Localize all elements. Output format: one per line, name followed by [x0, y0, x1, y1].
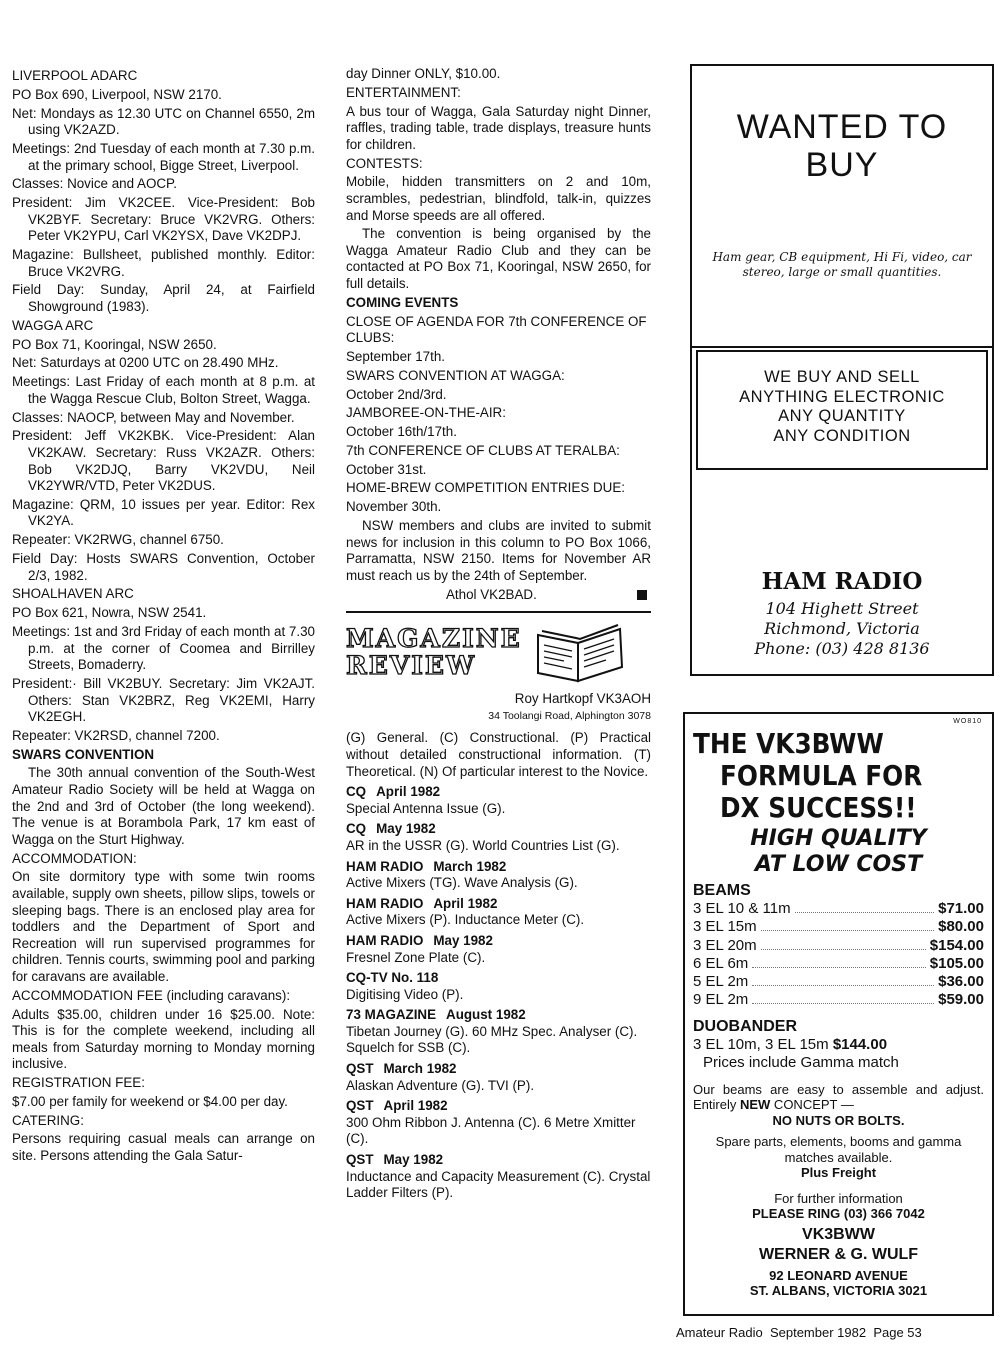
magazine-date: March 1982: [383, 1061, 457, 1077]
callsign: VK3BWW: [802, 1225, 875, 1243]
beam-model: 3 EL 15m: [693, 918, 757, 936]
col1-paragraph: CATERING:: [12, 1112, 84, 1128]
magazine-name: CQ-TV No. 118: [346, 970, 439, 986]
magazine-date: May 1982: [433, 932, 493, 948]
col1-paragraph: PO Box 690, Liverpool, NSW 2170.: [12, 86, 222, 102]
dot-leader: [795, 912, 935, 913]
beam-model: 3 EL 20m: [693, 936, 757, 954]
ad-code: WO810: [953, 718, 982, 725]
beam-model: 3 EL 10 & 11m: [693, 900, 791, 917]
col1-paragraph: ACCOMMODATION:: [12, 850, 137, 866]
review-entry-description: Alaskan Adventure (G). TVI (P).: [346, 1077, 535, 1093]
review-entry-description: Active Mixers (P). Inductance Meter (C).: [346, 912, 585, 928]
beam-price: $80.00: [938, 918, 984, 936]
phone-line: PLEASE RING (03) 366 7042: [752, 1206, 925, 1222]
street-address: 92 LEONARD AVENUE: [769, 1267, 908, 1283]
magazine-review-header: [346, 621, 651, 683]
col2-paragraph: SWARS CONVENTION AT WAGGA:: [346, 367, 565, 383]
magazine-name: QST: [346, 1061, 374, 1077]
col2-paragraph: Mobile, hidden transmitters on 2 and 10m, scrambles, pedestrian, blindfold, talk-in, quizzes and Morse speeds are all offered.: [346, 174, 651, 223]
magazine-date: April 1982: [383, 1098, 448, 1114]
city-address: ST. ALBANS, VICTORIA 3021: [749, 1283, 928, 1299]
magazine-name: HAM RADIO: [346, 858, 424, 874]
col2-paragraph: October 16th/17th.: [346, 424, 457, 440]
col1-paragraph: On site dormitory type with some twin rooms available, supply own sheets, pillow slips, towels or sleeping bags. There is an enclosed play area for toddlers and the Department of Sport and Recreation will run supervised programmes for children. Tennis courts, swimming pool and parking for caravans are available.: [12, 869, 315, 984]
review-entry-description: Active Mixers (TG). Wave Analysis (G).: [346, 875, 578, 891]
beam-price: $71.00: [938, 900, 984, 917]
vk3bww-antenna-ad: [683, 712, 994, 1316]
dot-leader: [752, 1003, 934, 1004]
duobander-item: 3 EL 10m, 3 EL 15m $144.00: [693, 1035, 888, 1053]
review-entry-title: [346, 859, 651, 876]
col1-paragraph: LIVERPOOL ADARC: [12, 68, 138, 83]
beam-price-list: [693, 900, 984, 1010]
col2-paragraph: The convention is being organised by the Wagga Amateur Radio Club and they can be contacted at PO Box 71, Kooringal, NSW 2650, for full details.: [346, 226, 651, 292]
col1-paragraph: Meetings: 1st and 3rd Friday of each month at 7.30 p.m. at the corner of Coomea and Birrilley Streets, Bomaderry.: [12, 623, 315, 673]
coming-events-text: [346, 66, 651, 584]
col1-paragraph: Magazine: Bullsheet, published monthly. Editor: Bruce VK2VRG.: [12, 247, 315, 279]
dealer-name: HAM RADIO: [761, 568, 923, 595]
author-signature: Athol VK2BAD.: [446, 586, 537, 602]
end-mark-icon: [637, 590, 647, 600]
col1-paragraph: PO Box 621, Nowra, NSW 2541.: [12, 605, 207, 621]
review-entry-description: Fresnel Zone Plate (C).: [346, 949, 486, 965]
beam-price: $105.00: [929, 954, 984, 972]
col1-paragraph: President: Jim VK2CEE. Vice-President: Bob VK2BYF. Secretary: Bruce VK2VRG. Others: Peter VK2YPU, Carl VK2YSX, Dave VK2DPJ.: [12, 195, 315, 244]
beam-row: [693, 991, 984, 1009]
col1-paragraph: SHOALHAVEN ARC: [12, 586, 134, 602]
col1-paragraph: Magazine: QRM, 10 issues per year. Editor: Rex VK2YA.: [12, 496, 315, 529]
review-entry-title: [346, 933, 651, 950]
magazine-name: QST: [346, 1098, 374, 1114]
col1-paragraph: President:· Bill VK2BUY. Secretary: Jim VK2AJT. Others: Stan VK2BRZ, Reg VK2EMI, Harry VK2EGH.: [12, 675, 315, 725]
freight-note: Plus Freight: [800, 1165, 877, 1181]
dot-leader: [752, 985, 934, 986]
dealer-contact: [692, 472, 992, 674]
gamma-note: Prices include Gamma match: [703, 1053, 899, 1071]
col2-paragraph: HOME-BREW COMPETITION ENTRIES DUE:: [346, 480, 625, 496]
wanted-subtext: Ham gear, CB equipment, Hi Fi, video, car stereo, large or small quantities.: [712, 250, 972, 279]
info-line: For further information: [774, 1190, 903, 1206]
review-author: Roy Hartkopf VK3AOH: [514, 691, 651, 707]
review-author-address: 34 Toolangi Road, Alphington 3078: [488, 709, 651, 722]
page-number: Page 53: [873, 1325, 922, 1340]
col1-paragraph: Field Day: Sunday, April 24, at Fairfield Showground (1983).: [12, 282, 315, 315]
dot-leader: [761, 949, 926, 950]
beam-row: [693, 900, 984, 918]
beam-price: $154.00: [929, 936, 984, 954]
col1-paragraph: WAGGA ARC: [12, 317, 94, 333]
magazine-date: May 1982: [383, 1152, 444, 1168]
col1-paragraph: Repeater: VK2RSD, channel 7200.: [12, 727, 220, 743]
owner-names: WERNER & G. WULF: [758, 1245, 919, 1263]
col1-paragraph: Field Day: Hosts SWARS Convention, October 2/3, 1982.: [12, 551, 315, 583]
review-entry-description: Inductance and Capacity Measurement (C). Crystal Ladder Filters (P).: [346, 1168, 651, 1201]
duobander-label: DUOBANDER: [693, 1017, 797, 1035]
beam-model: 9 EL 2m: [693, 991, 749, 1009]
beams-label: BEAMS: [693, 882, 751, 899]
review-entry-description: Special Antenna Issue (G).: [346, 800, 506, 816]
col2-paragraph: JAMBOREE-ON-THE-AIR:: [346, 405, 506, 421]
beam-row: [693, 918, 984, 936]
buy-sell-box: WE BUY AND SELL ANYTHING ELECTRONIC ANY QUANTITY ANY CONDITION: [696, 350, 988, 470]
review-entry-title: [346, 1007, 651, 1024]
col1-paragraph: The 30th annual convention of the South-West Amateur Radio Society will be held at Wagga on the 2nd and 3rd of October (the long weekend). The venue is at Borambola Park, 17 km east of Wagga on the Sturt Highway.: [12, 765, 315, 847]
magazine-review-title: MAGAZINE REVIEW: [346, 624, 522, 681]
wanted-headline-section: [692, 66, 992, 348]
wanted-to-buy-ad: [690, 64, 994, 676]
magazine-date: May 1982: [376, 821, 436, 837]
col1-paragraph: Persons requiring casual meals can arrange on site. Persons attending the Gala Satur-: [12, 1131, 315, 1164]
col1-paragraph: REGISTRATION FEE:: [12, 1075, 145, 1091]
col2-paragraph: CLOSE OF AGENDA FOR 7th CONFERENCE OF CLUBS:: [346, 313, 647, 346]
page-footer: [676, 1325, 922, 1340]
col1-paragraph: $7.00 per family for weekend or $4.00 per day.: [12, 1093, 288, 1109]
quality-slogan: HIGH QUALITY AT LOW COST: [750, 826, 927, 877]
review-entry-title: [346, 970, 651, 987]
col1-paragraph: Classes: NAOCP, between May and November.: [12, 409, 295, 425]
dot-leader: [761, 930, 934, 931]
col1-paragraph: PO Box 71, Kooringal, NSW 2650.: [12, 336, 217, 352]
no-nuts-text: NO NUTS OR BOLTS.: [772, 1112, 905, 1128]
col1-paragraph: Repeater: VK2RWG, channel 6750.: [12, 532, 224, 548]
review-entry-title: [346, 1061, 651, 1078]
issue-date: September 1982: [769, 1325, 867, 1340]
spare-parts-text: Spare parts, elements, booms and gamma matches available.: [715, 1134, 962, 1165]
magazine-date: August 1982: [446, 1007, 526, 1023]
col2-paragraph: September 17th.: [346, 349, 446, 364]
review-entry-title: [346, 896, 651, 913]
dealer-address: 104 Highett Street Richmond, Victoria Phone: (03) 428 8136: [754, 599, 930, 658]
col2-paragraph: 7th CONFERENCE OF CLUBS AT TERALBA:: [346, 442, 620, 458]
review-entry-title: [346, 1152, 651, 1169]
col1-paragraph: Meetings: Last Friday of each month at 8 p.m. at the Wagga Rescue Club, Bolton Street, Wagga.: [12, 374, 315, 406]
review-entry-description: Digitising Video (P).: [346, 986, 464, 1002]
club-news-column-1: [12, 68, 315, 1167]
beam-model: 5 EL 2m: [693, 973, 749, 991]
review-list: [346, 784, 651, 1202]
beam-row: [693, 937, 984, 955]
review-entry-description: Tibetan Journey (G). 60 MHz Spec. Analyser (C). Squelch for SSB (C).: [346, 1023, 638, 1056]
signature-line: [346, 587, 651, 604]
col1-paragraph: President: Jeff VK2KBK. Vice-President: Alan VK2KAW. Secretary: Russ VK2AZR. Others: Bob VK2DJQ, Barry VK2VDU, Neil VK2YWR/VTD, Peter VK2DUS.: [12, 428, 315, 494]
beam-row: [693, 955, 984, 973]
col1-paragraph: Adults $35.00, children under 16 $25.00. Note: This is for the complete weekend, including all meals from Saturday morning to Monday morning inclusive.: [12, 1006, 315, 1072]
review-entry-description: AR in the USSR (G). World Countries List (G).: [346, 837, 620, 853]
club-news-column-2: [346, 66, 651, 1204]
col2-paragraph: COMING EVENTS: [346, 294, 459, 310]
magazine-name: HAM RADIO: [346, 932, 424, 948]
review-legend: (G) General. (C) Constructional. (P) Practical without detailed constructional information. (T) Theoretical. (N) Of particular interest to the Novice.: [346, 730, 651, 779]
dot-leader: [752, 967, 925, 968]
col2-paragraph: day Dinner ONLY, $10.00.: [346, 66, 501, 81]
col2-paragraph: October 2nd/3rd.: [346, 386, 447, 402]
magazine-name: CQ: [346, 821, 367, 837]
magazine-name: QST: [346, 1152, 374, 1168]
beam-row: [693, 973, 984, 991]
col2-paragraph: A bus tour of Wagga, Gala Saturday night Dinner, raffles, trading table, trade displays, treasure hunts for children.: [346, 103, 651, 152]
magazine-date: April 1982: [376, 784, 441, 800]
beam-price: $36.00: [938, 973, 984, 991]
beam-price: $59.00: [938, 991, 984, 1009]
col1-paragraph: Meetings: 2nd Tuesday of each month at 7.30 p.m. at the primary school, Bigge Street, Liverpool.: [12, 140, 315, 173]
publication-name: Amateur Radio: [676, 1325, 763, 1340]
col2-paragraph: NSW members and clubs are invited to submit news for inclusion in this column to PO Box 1066, Parramatta, NSW 2150. Items for November AR must reach us by the 24th of September.: [346, 518, 651, 583]
col2-paragraph: ENTERTAINMENT:: [346, 84, 461, 100]
col1-paragraph: Classes: Novice and AOCP.: [12, 176, 177, 192]
review-entry-title: [346, 784, 651, 801]
beam-model: 6 EL 6m: [693, 954, 749, 972]
magazine-name: CQ: [346, 784, 367, 800]
magazine-date: April 1982: [433, 895, 498, 911]
col2-paragraph: October 31st.: [346, 461, 427, 477]
wanted-headline: WANTED TO BUY: [736, 108, 948, 184]
col2-paragraph: November 30th.: [346, 499, 442, 515]
section-divider: [346, 611, 651, 613]
col2-paragraph: CONTESTS:: [346, 155, 423, 171]
review-entry-description: 300 Ohm Ribbon J. Antenna (C). 6 Metre Xmitter (C).: [346, 1114, 636, 1147]
col1-paragraph: Net: Mondays as 12.30 UTC on Channel 6550, 2m using VK2AZD.: [12, 105, 315, 138]
open-book-icon: [534, 621, 626, 683]
col1-paragraph: Net: Saturdays at 0200 UTC on 28.490 MHz.: [12, 355, 279, 371]
col1-paragraph: SWARS CONVENTION: [12, 746, 155, 762]
review-entry-title: [346, 821, 651, 838]
easy-assembly-text: Our beams are easy to assemble and adjust. Entirely NEW CONCEPT —: [693, 1081, 984, 1113]
magazine-date: March 1982: [433, 858, 507, 874]
magazine-name: 73 MAGAZINE: [346, 1007, 437, 1023]
magazine-name: HAM RADIO: [346, 895, 424, 911]
col1-paragraph: ACCOMMODATION FEE (including caravans):: [12, 987, 291, 1003]
review-entry-title: [346, 1098, 651, 1115]
vk3bww-headline: THE VK3BWW FORMULA FOR DX SUCCESS!!: [693, 728, 923, 824]
